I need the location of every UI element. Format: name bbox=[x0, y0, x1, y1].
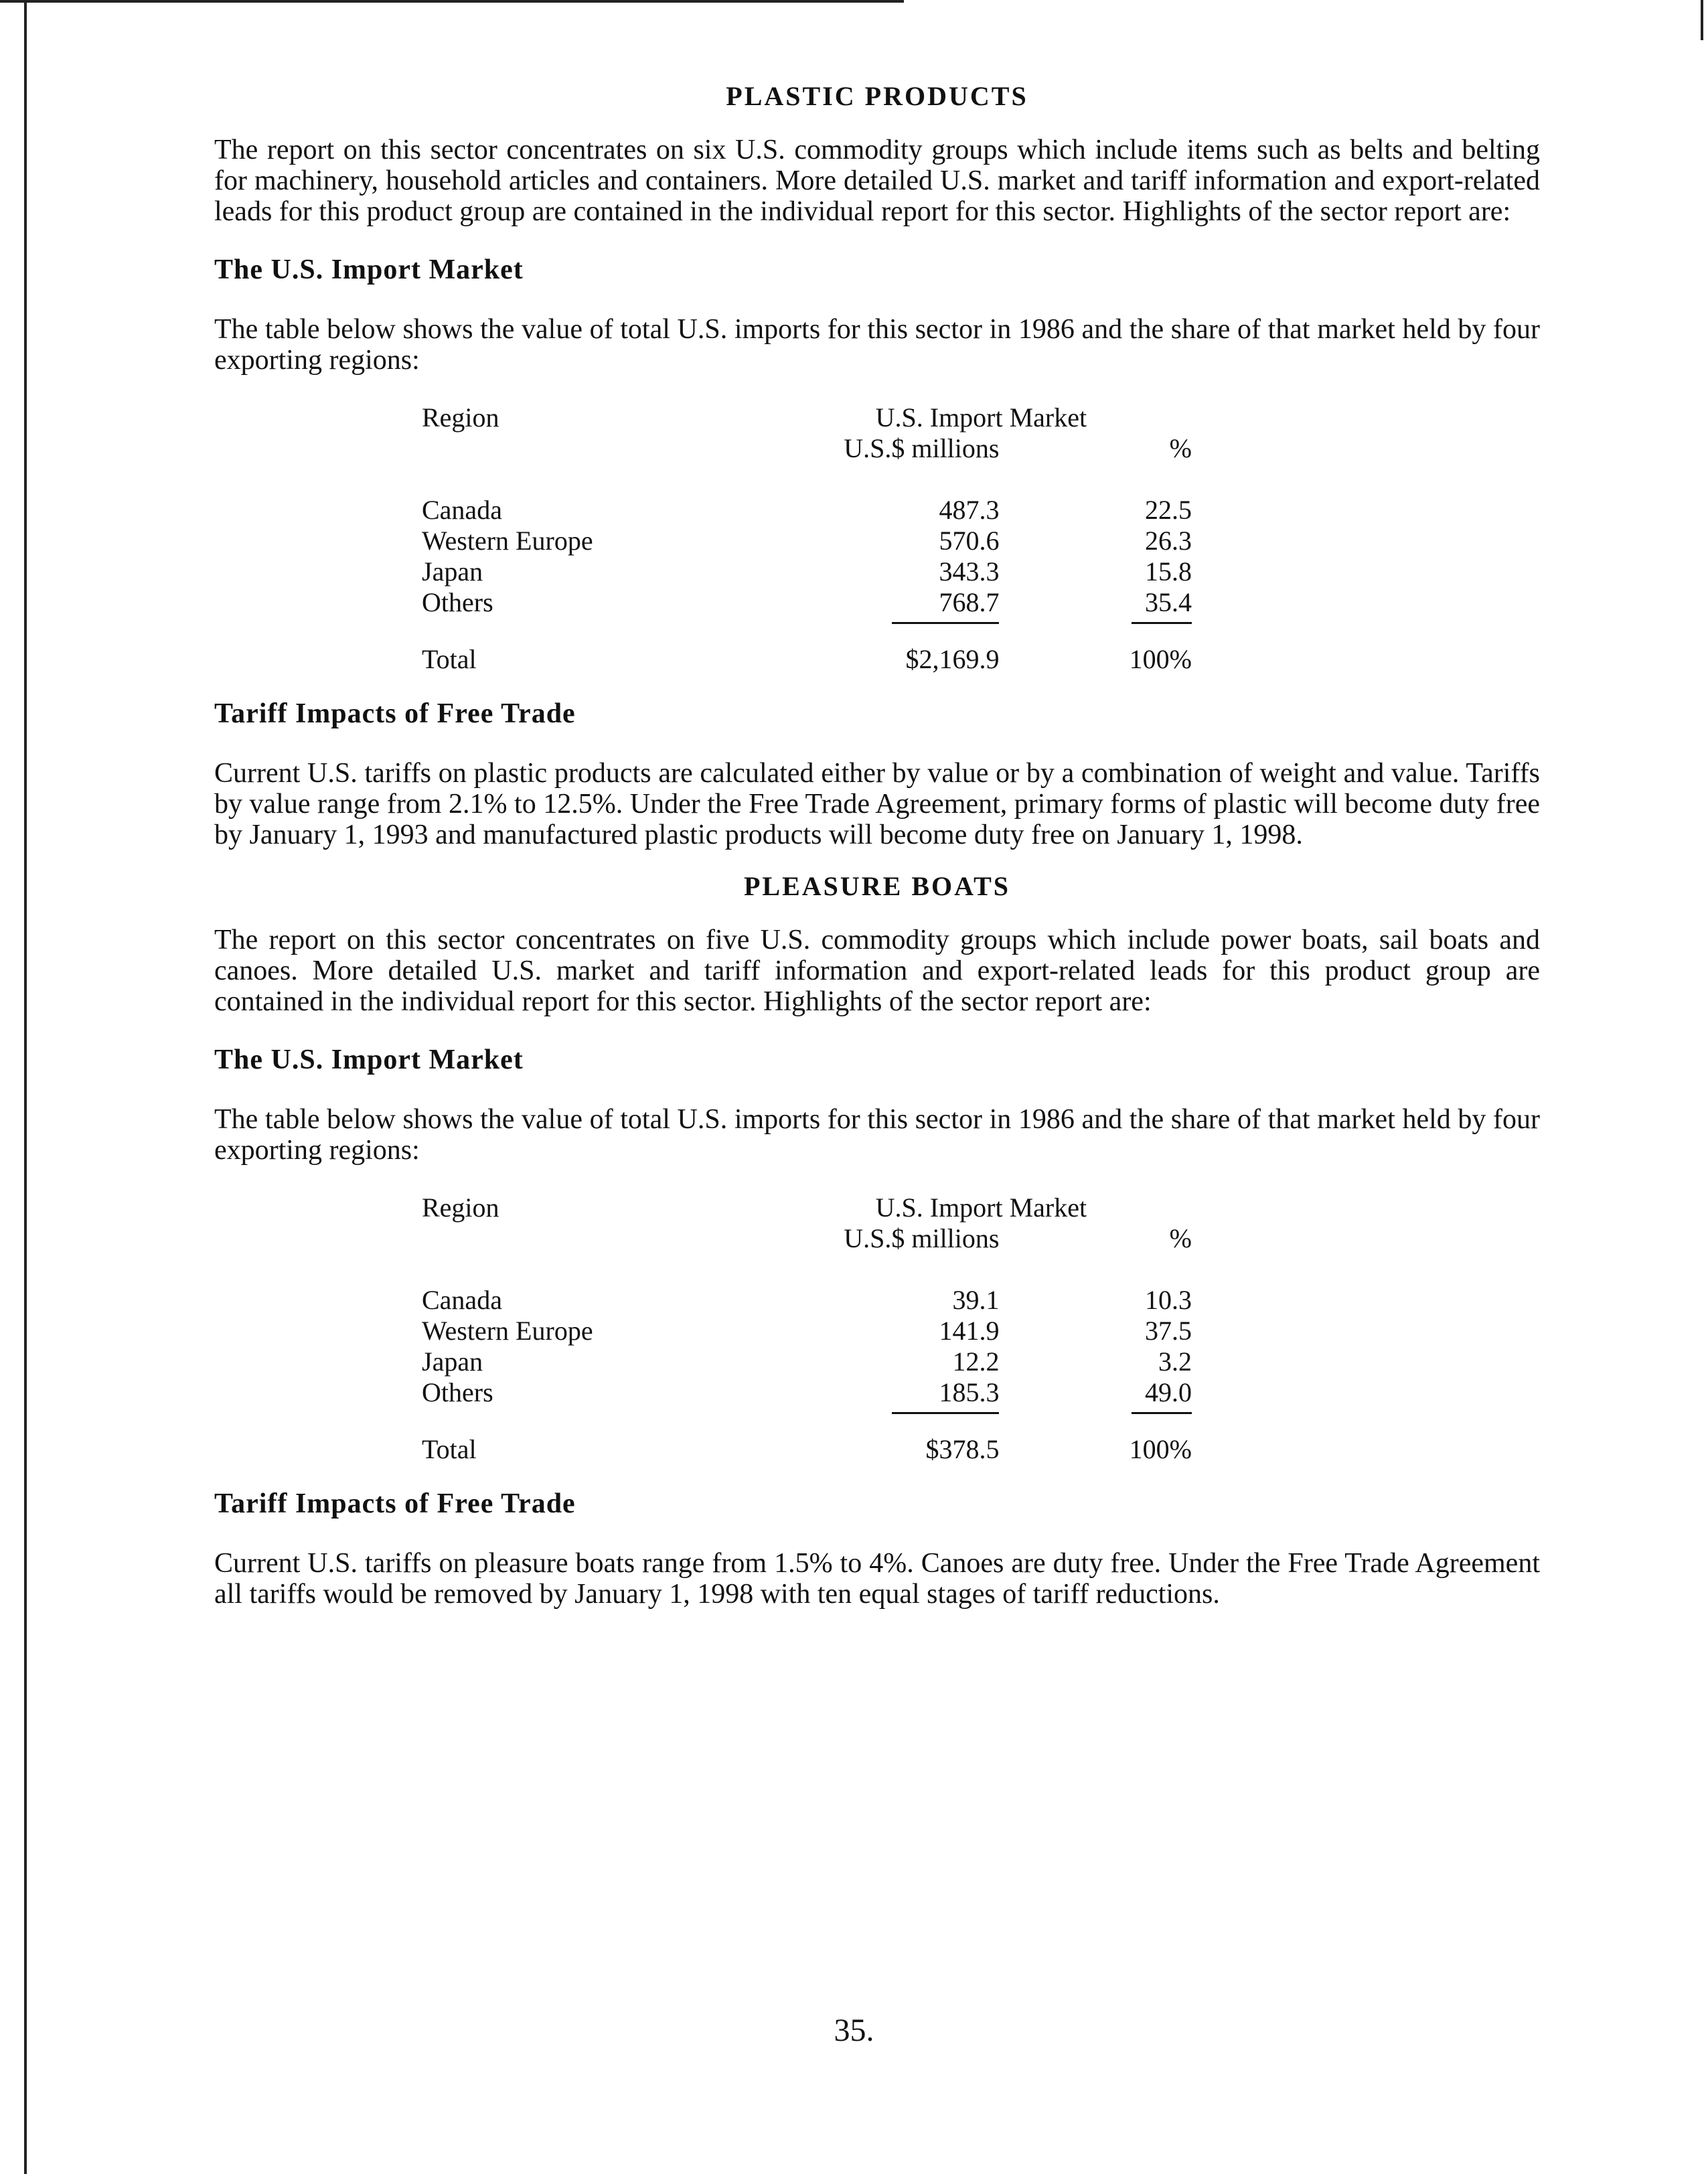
section-title: PLEASURE BOATS bbox=[743, 871, 1010, 901]
table-row bbox=[422, 526, 1192, 556]
table-row bbox=[422, 495, 1192, 526]
row-value: 343.3 bbox=[939, 556, 1000, 587]
row-pct: 37.5 bbox=[1145, 1316, 1192, 1346]
table-row bbox=[422, 1316, 1192, 1346]
header-pct: % bbox=[1169, 433, 1192, 463]
total-label: Total bbox=[422, 1434, 477, 1464]
row-region: Western Europe bbox=[422, 1316, 593, 1346]
row-pct: 35.4 bbox=[1132, 587, 1192, 624]
document-page bbox=[214, 80, 1540, 1636]
row-region: Canada bbox=[422, 495, 502, 525]
import-market-table bbox=[422, 402, 1192, 675]
section-intro: The report on this sector concentrates on six U.S. commodity groups which include items such as belts and belting for machinery, household articles and containers. More detailed U.S. market and tariff information and export-related leads for this product group are contained in the individual report for this sector. Highlights of the sector report are: bbox=[214, 135, 1540, 227]
header-market: U.S. Import Market bbox=[875, 1192, 1087, 1223]
row-value: 768.7 bbox=[892, 587, 999, 624]
section-plastic-products bbox=[214, 80, 1540, 850]
row-pct: 22.5 bbox=[1145, 495, 1192, 525]
tariff-text: Current U.S. tariffs on plastic products are calculated either by value or by a combination of weight and value. Tariffs by value range from 2.1% to 12.5%. Under the Free Trade Agreement, primary forms of plastic will become duty free by January 1, 1993 and manufactured plastic products will become duty free on January 1, 1998. bbox=[214, 758, 1540, 850]
table-header-row bbox=[422, 402, 1192, 433]
tariff-heading: Tariff Impacts of Free Trade bbox=[214, 698, 576, 729]
row-region: Others bbox=[422, 1377, 493, 1407]
section-title: PLASTIC PRODUCTS bbox=[726, 81, 1028, 111]
row-value: 570.6 bbox=[939, 526, 1000, 556]
row-region: Canada bbox=[422, 1285, 502, 1315]
row-value: 487.3 bbox=[939, 495, 1000, 525]
scan-edge-left bbox=[24, 0, 27, 2174]
market-heading: The U.S. Import Market bbox=[214, 254, 524, 285]
tariff-heading: Tariff Impacts of Free Trade bbox=[214, 1488, 576, 1519]
row-pct: 49.0 bbox=[1132, 1377, 1192, 1414]
row-region: Japan bbox=[422, 1346, 483, 1377]
scan-edge-right bbox=[1701, 0, 1703, 40]
table-total-row bbox=[422, 624, 1192, 675]
row-pct: 3.2 bbox=[1158, 1346, 1192, 1377]
total-label: Total bbox=[422, 644, 477, 674]
row-pct: 15.8 bbox=[1145, 556, 1192, 587]
row-pct: 26.3 bbox=[1145, 526, 1192, 556]
table-subheader-row bbox=[422, 433, 1192, 464]
total-pct: 100% bbox=[1129, 1434, 1192, 1464]
header-region: Region bbox=[422, 402, 499, 433]
header-market: U.S. Import Market bbox=[875, 402, 1087, 433]
section-pleasure-boats bbox=[214, 870, 1540, 1610]
header-region: Region bbox=[422, 1192, 499, 1223]
total-value: $378.5 bbox=[925, 1434, 1000, 1464]
tariff-text: Current U.S. tariffs on pleasure boats range from 1.5% to 4%. Canoes are duty free. Under the Free Trade Agreement all tariffs would be removed by January 1, 1998 with ten equal stages of tariff reductions. bbox=[214, 1548, 1540, 1610]
page-number: 35. bbox=[834, 2013, 874, 2048]
table-row bbox=[422, 1285, 1192, 1316]
row-value: 185.3 bbox=[892, 1377, 999, 1414]
market-heading: The U.S. Import Market bbox=[214, 1044, 524, 1075]
scan-edge-top bbox=[0, 0, 904, 3]
row-pct: 10.3 bbox=[1145, 1285, 1192, 1315]
table-header-row bbox=[422, 1192, 1192, 1223]
row-value: 39.1 bbox=[952, 1285, 1000, 1315]
table-row bbox=[422, 1346, 1192, 1377]
section-intro: The report on this sector concentrates on five U.S. commodity groups which include power boats, sail boats and canoes. More detailed U.S. market and tariff information and export-related leads for this product group are contained in the individual report for this sector. Highlights of the sector report are: bbox=[214, 925, 1540, 1017]
total-value: $2,169.9 bbox=[905, 644, 1000, 674]
table-total-row bbox=[422, 1414, 1192, 1465]
market-text: The table below shows the value of total U.S. imports for this sector in 1986 and the share of that market held by four exporting regions: bbox=[214, 1104, 1540, 1166]
header-value: U.S.$ millions bbox=[844, 433, 1000, 463]
table-row bbox=[422, 556, 1192, 587]
market-text: The table below shows the value of total U.S. imports for this sector in 1986 and the share of that market held by four exporting regions: bbox=[214, 314, 1540, 376]
header-pct: % bbox=[1169, 1223, 1192, 1253]
total-pct: 100% bbox=[1129, 644, 1192, 674]
row-value: 141.9 bbox=[939, 1316, 1000, 1346]
row-region: Others bbox=[422, 587, 493, 617]
row-region: Japan bbox=[422, 556, 483, 587]
row-value: 12.2 bbox=[952, 1346, 1000, 1377]
header-value: U.S.$ millions bbox=[844, 1223, 1000, 1253]
import-market-table bbox=[422, 1192, 1192, 1465]
table-row bbox=[422, 1377, 1192, 1414]
table-row bbox=[422, 587, 1192, 624]
row-region: Western Europe bbox=[422, 526, 593, 556]
table-subheader-row bbox=[422, 1223, 1192, 1254]
